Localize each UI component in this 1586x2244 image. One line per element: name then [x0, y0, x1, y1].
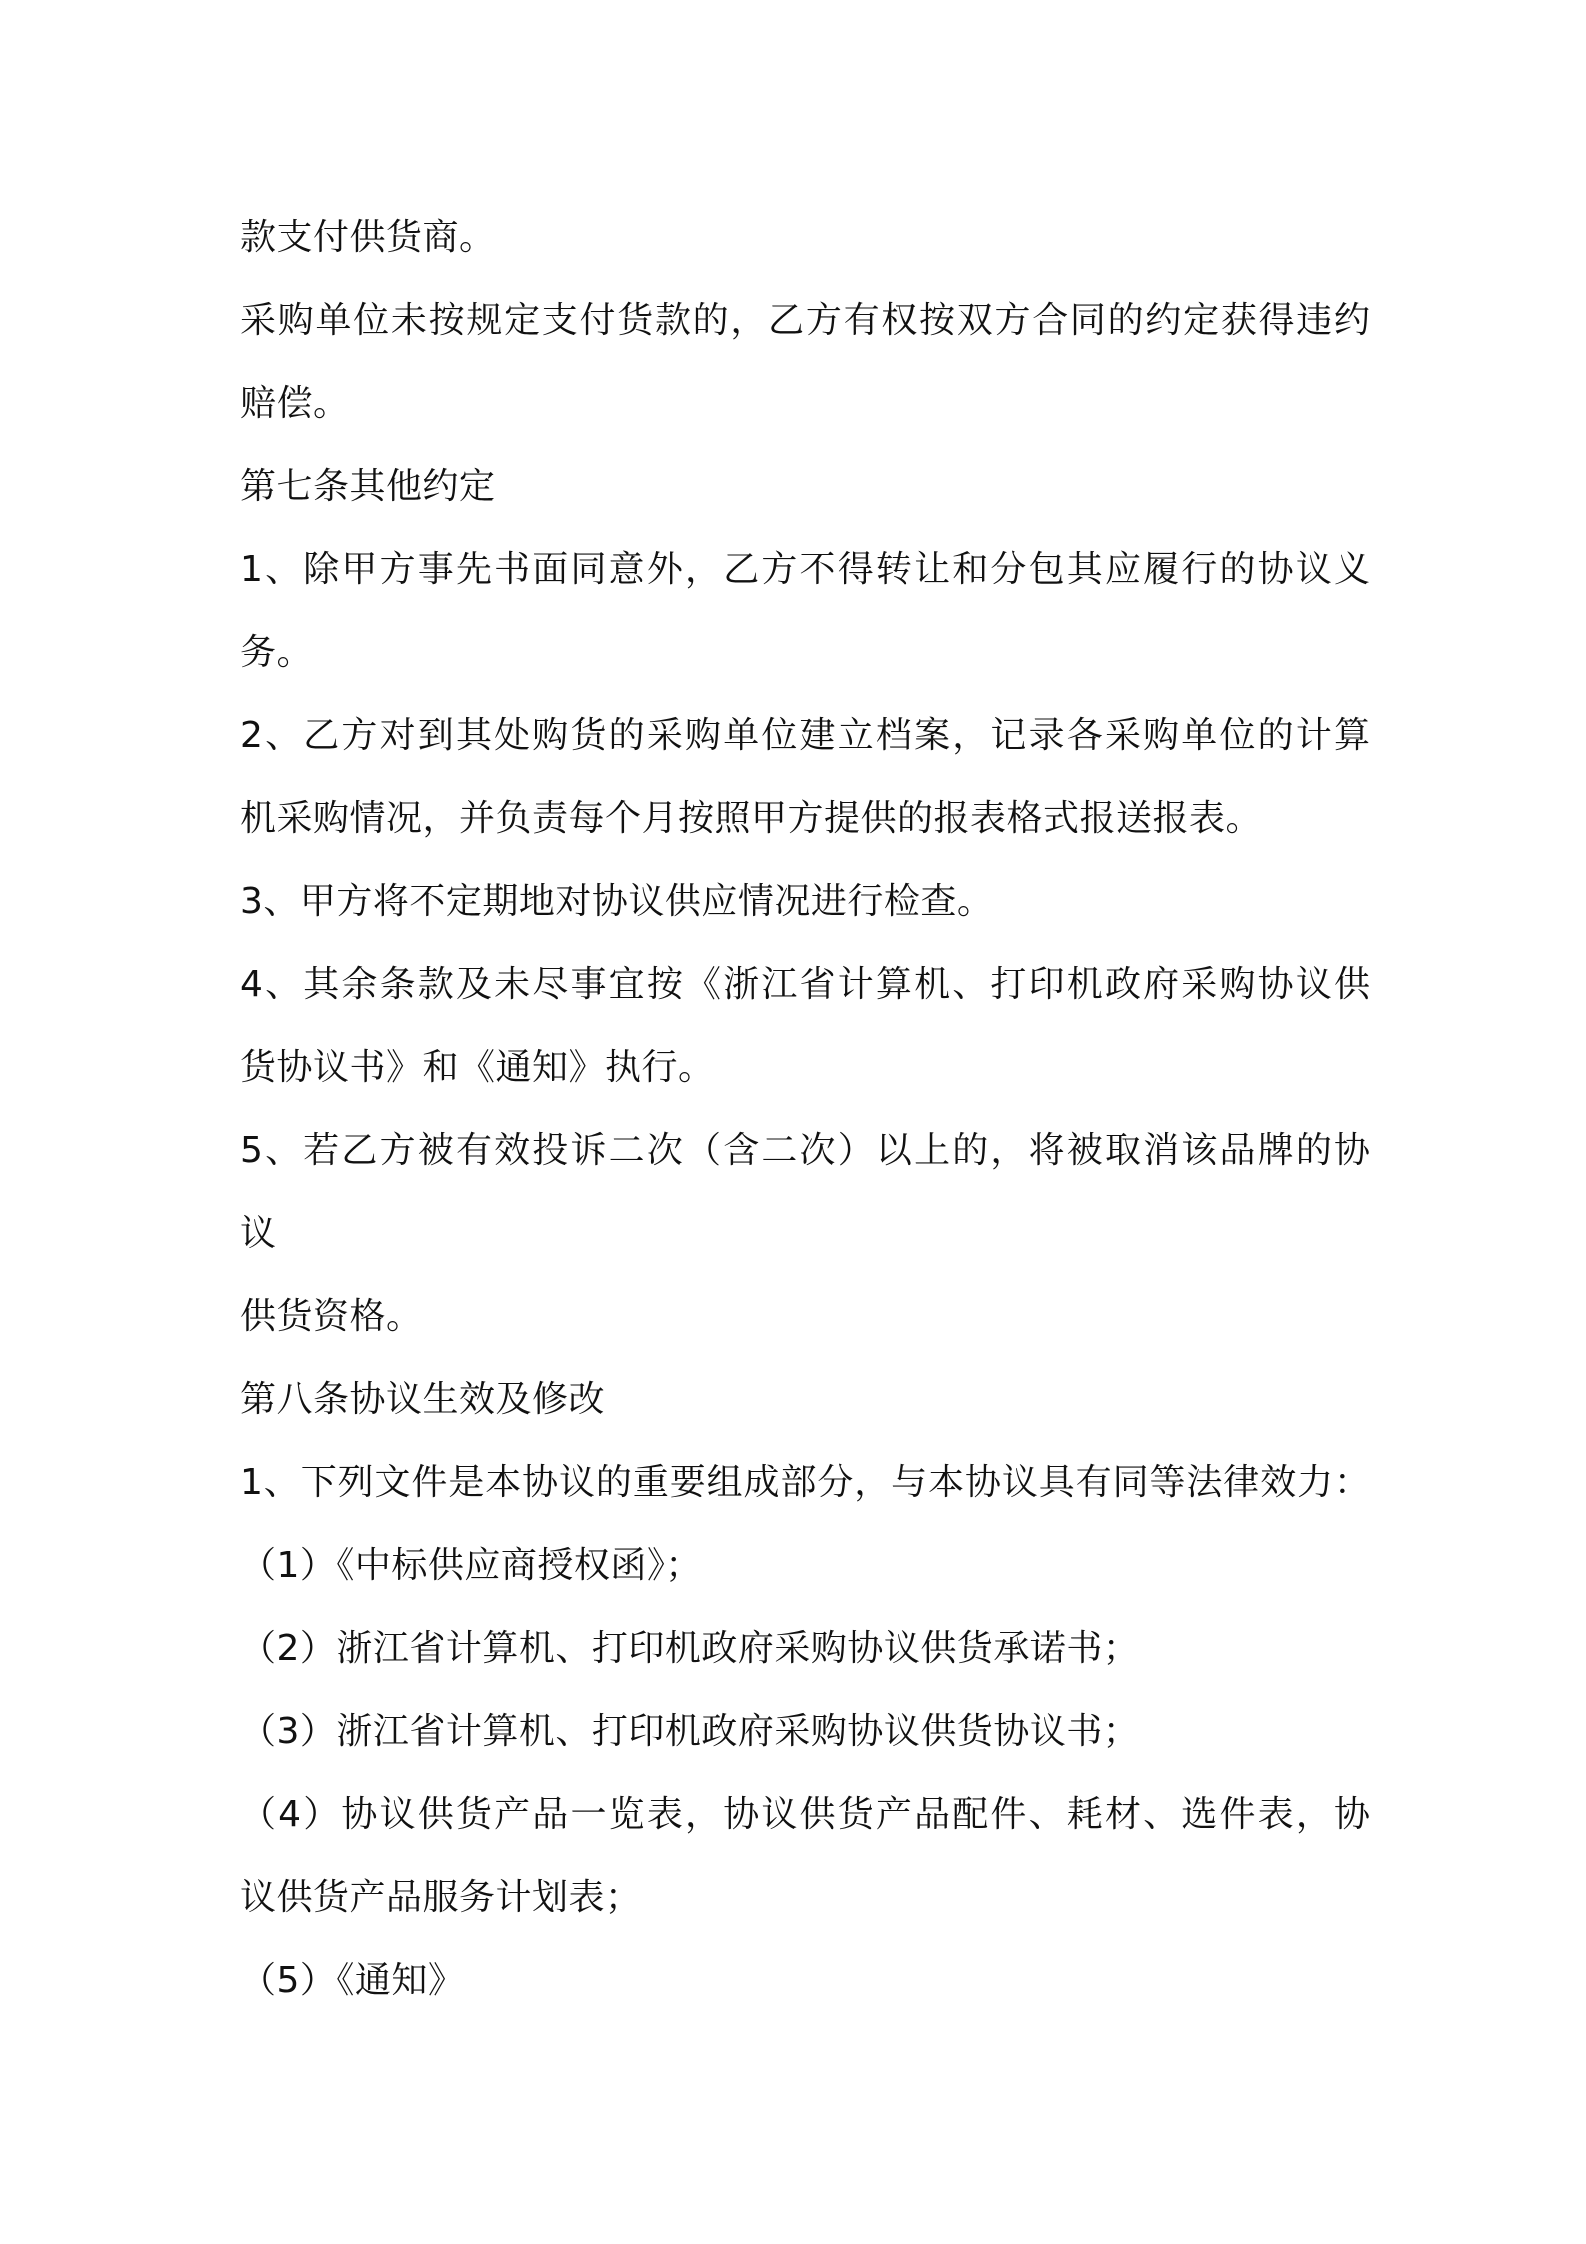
paragraph-line: 款支付供货商。: [240, 217, 496, 258]
paragraph-line: 机采购情况，并负责每个月按照甲方提供的报表格式报送报表。: [240, 798, 1263, 839]
section-heading: 第八条协议生效及修改: [240, 1379, 606, 1420]
paragraph-line: 货协议书》和《通知》执行。: [240, 1047, 715, 1088]
paragraph-line: 采购单位未按规定支付货款的，乙方有权按双方合同的约定获得违约: [240, 300, 1370, 341]
document-body: [240, 196, 1370, 2022]
list-item: （3）浙江省计算机、打印机政府采购协议供货协议书；: [240, 1711, 1140, 1752]
list-item: 议供货产品服务计划表；: [240, 1877, 642, 1918]
list-item: （2）浙江省计算机、打印机政府采购协议供货承诺书；: [240, 1628, 1140, 1669]
paragraph-line: 1、下列文件是本协议的重要组成部分，与本协议具有同等法律效力：: [240, 1462, 1370, 1503]
list-item: （5）《通知》: [240, 1960, 465, 2001]
section-heading: 第七条其他约定: [240, 466, 496, 507]
paragraph-line: 供货资格。: [240, 1296, 423, 1337]
paragraph-line: 3、甲方将不定期地对协议供应情况进行检查。: [240, 881, 994, 922]
paragraph-line: 4、其余条款及未尽事宜按《浙江省计算机、打印机政府采购协议供: [240, 964, 1370, 1005]
list-item: （1）《中标供应商授权函》；: [240, 1545, 702, 1586]
paragraph-line: 5、若乙方被有效投诉二次（含二次）以上的，将被取消该品牌的协: [240, 1130, 1370, 1171]
paragraph-line: 赔偿。: [240, 383, 350, 424]
list-item: （4）协议供货产品一览表，协议供货产品配件、耗材、选件表，协: [240, 1794, 1370, 1835]
paragraph-line: 1、除甲方事先书面同意外，乙方不得转让和分包其应履行的协议义: [240, 549, 1370, 590]
paragraph-line: 议: [240, 1213, 277, 1254]
paragraph-line: 务。: [240, 632, 314, 673]
paragraph-line: 2、乙方对到其处购货的采购单位建立档案，记录各采购单位的计算: [240, 715, 1370, 756]
